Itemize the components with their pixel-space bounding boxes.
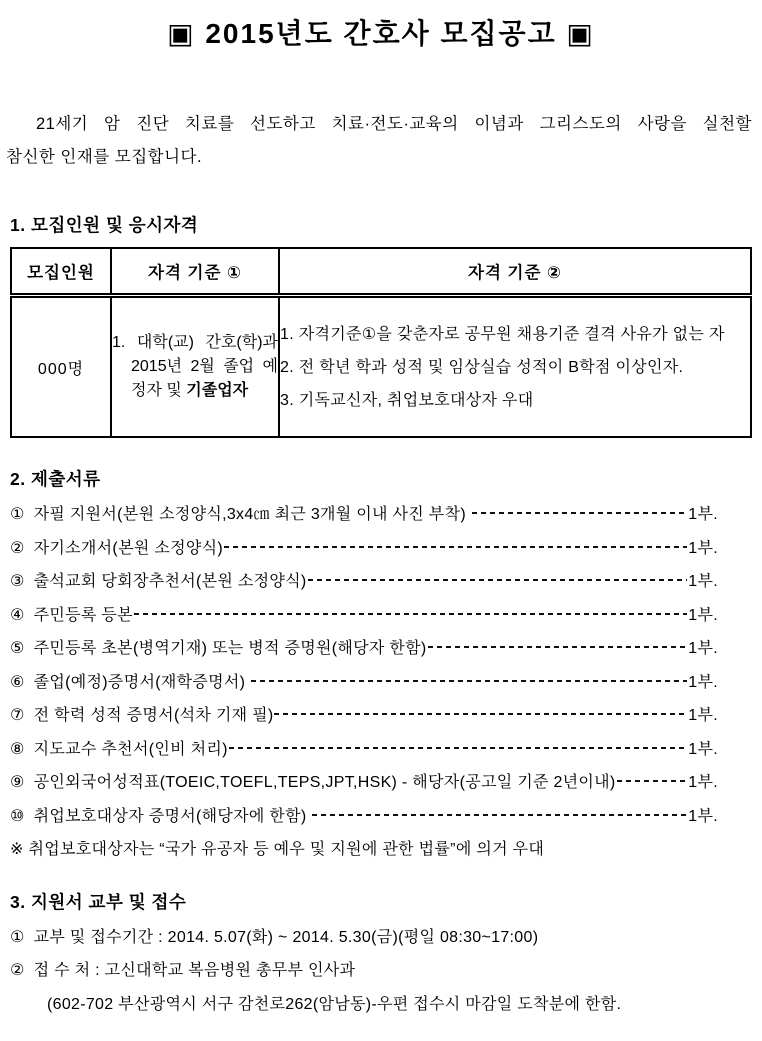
item-count: 1부. bbox=[688, 539, 718, 557]
list-item bbox=[10, 666, 718, 700]
item-number: ⑥ bbox=[10, 673, 25, 691]
intro-line-1: 21세기 암 진단 치료를 선도하고 치료·전도·교육의 이념과 그리스도의 사랑을 실천할 bbox=[36, 115, 752, 133]
dash-leader bbox=[251, 680, 687, 682]
item-text: 자필 지원서(본원 소정양식,3x4㎝ 최근 3개월 이내 사진 부착) bbox=[33, 506, 471, 523]
dash-leader bbox=[312, 814, 687, 816]
section3-heading: 3. 지원서 교부 및 접수 bbox=[10, 891, 187, 912]
item-number: ① bbox=[10, 506, 25, 523]
dash-leader bbox=[472, 512, 688, 514]
intro-line-2: 참신한 인재를 모집합니다. bbox=[6, 148, 203, 166]
dash-leader bbox=[428, 646, 688, 648]
cell-criteria-1 bbox=[111, 296, 279, 438]
item-number: ⑤ bbox=[10, 640, 25, 657]
item-count: 1부. bbox=[688, 640, 718, 657]
criteria-1-bold: 기졸업자 bbox=[186, 382, 249, 399]
item-text: 취업보호대상자 증명서(해당자에 한함) bbox=[33, 807, 312, 825]
header-criteria-2: 자격 기준 ② bbox=[279, 248, 751, 296]
table-header-row bbox=[11, 248, 751, 296]
page-title: ▣ 2015년도 간호사 모집공고 ▣ bbox=[167, 18, 595, 49]
list-item bbox=[10, 565, 718, 599]
dash-leader bbox=[134, 613, 687, 615]
item-number: ④ bbox=[10, 606, 25, 624]
item-number: ② bbox=[10, 539, 25, 557]
address-line: (602-702 부산광역시 서구 감천로262(암남동)-우편 접수시 마감일 도착분에 한함. bbox=[47, 995, 622, 1013]
table-row bbox=[11, 296, 751, 438]
list-item bbox=[10, 733, 718, 767]
item-count: 1부. bbox=[688, 673, 718, 691]
dash-leader bbox=[229, 747, 688, 749]
header-recruit-count: 모집인원 bbox=[11, 248, 111, 296]
list-item bbox=[10, 699, 718, 733]
document-list bbox=[10, 498, 718, 867]
item-count: 1부. bbox=[688, 506, 718, 523]
cell-criteria-2 bbox=[279, 296, 751, 438]
list-item bbox=[10, 800, 718, 834]
list-item bbox=[10, 766, 718, 800]
item-count: 1부. bbox=[688, 606, 718, 624]
item-count: 1부. bbox=[688, 707, 718, 724]
section1-heading: 1. 모집인원 및 응시자격 bbox=[10, 215, 199, 235]
item-count: 1부. bbox=[688, 807, 718, 825]
dash-leader bbox=[617, 780, 688, 782]
application-info-list bbox=[10, 921, 752, 1022]
item-count: 1부. bbox=[688, 774, 718, 791]
item-text: 주민등록 초본(병역기재) 또는 병적 증명원(해당자 한함) bbox=[33, 640, 427, 657]
item-text: 졸업(예정)증명서(재학증명서) bbox=[33, 673, 250, 691]
list-item bbox=[10, 532, 718, 566]
intro-paragraph bbox=[6, 108, 752, 174]
item-text: 주민등록 등본 bbox=[33, 606, 133, 624]
dash-leader bbox=[224, 546, 687, 548]
item-number: ③ bbox=[10, 573, 25, 590]
list-item bbox=[10, 632, 718, 666]
criteria-1-normal: 1. 대학(교) 간호(학)과 2015년 2월 졸업 예정자 및 bbox=[112, 334, 278, 399]
item-text: 출석교회 당회장추천서(본원 소정양식) bbox=[33, 573, 307, 590]
list-item bbox=[10, 498, 718, 532]
item-number: ② bbox=[10, 962, 25, 979]
list-item bbox=[10, 599, 718, 633]
item-text: 자기소개서(본원 소정양식) bbox=[33, 539, 223, 557]
recruitment-table bbox=[10, 247, 752, 438]
item-number: ① bbox=[10, 928, 25, 946]
item-text: 지도교수 추천서(인비 처리) bbox=[33, 740, 228, 758]
item-text: 공인외국어성적표(TOEIC,TOEFL,TEPS,JPT,HSK) - 해당자(공고일 기준 2년이내) bbox=[33, 774, 616, 791]
item-number: ⑦ bbox=[10, 707, 25, 724]
item-number: ⑧ bbox=[10, 740, 25, 758]
dash-leader bbox=[308, 579, 688, 581]
section2-heading: 2. 제출서류 bbox=[10, 469, 101, 489]
criteria-2-line: 3. 기독교신자, 취업보호대상자 우대 bbox=[280, 391, 534, 409]
item-number: ⑨ bbox=[10, 774, 25, 791]
item-text: 접 수 처 : 고신대학교 복음병원 총무부 인사과 bbox=[33, 962, 356, 979]
criteria-1-text bbox=[112, 331, 278, 403]
list-item bbox=[10, 921, 752, 955]
dash-leader bbox=[274, 713, 687, 715]
item-count: 1부. bbox=[688, 740, 718, 758]
list-item bbox=[10, 954, 752, 988]
cell-recruit-count: 000명 bbox=[11, 296, 111, 438]
header-criteria-1: 자격 기준 ① bbox=[111, 248, 279, 296]
criteria-2-line: 1. 자격기준①을 갖춘자로 공무원 채용기준 결격 사유가 없는 자 bbox=[280, 325, 725, 343]
criteria-2-line: 2. 전 학년 학과 성적 및 임상실습 성적이 B학점 이상인자. bbox=[280, 358, 684, 376]
item-number: ⑩ bbox=[10, 807, 25, 825]
item-count: 1부. bbox=[688, 573, 718, 590]
item-text: 전 학력 성적 증명서(석차 기재 필) bbox=[33, 707, 274, 724]
protection-note: ※ 취업보호대상자는 “국가 유공자 등 예우 및 지원에 관한 법률”에 의거 우대 bbox=[10, 841, 545, 858]
item-text: 교부 및 접수기간 : 2014. 5.07(화) ~ 2014. 5.30(금)(평일 08:30~17:00) bbox=[33, 928, 539, 946]
